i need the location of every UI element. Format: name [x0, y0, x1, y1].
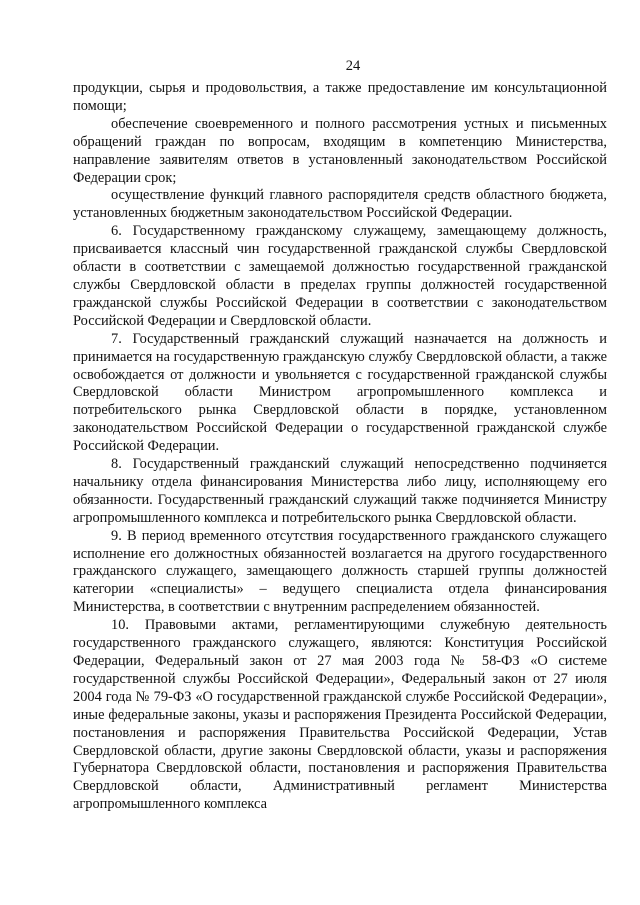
paragraph-budget: осуществление функций главного распорядителя средств областного бюджета, установленных бюджетным законодательством Российской Федерации.: [73, 187, 607, 222]
document-body: [73, 80, 607, 814]
paragraph-appeals: обеспечение своевременного и полного рассмотрения устных и письменных обращений граждан по вопросам, входящим в компетенцию Министерства, направление заявителям ответов в установленный законодательством Российской Федерации срок;: [73, 115, 607, 186]
paragraph-8-subordination: 8. Государственный гражданский служащий непосредственно подчиняется начальнику отдела финансирования Министерства либо лицу, исполняющему его обязанности. Государственный гражданский служащий также подчиняется Министру агропромышленного комплекса и потребительского рынка Свердловской области.: [73, 456, 607, 526]
paragraph-7-appointment: 7. Государственный гражданский служащий назначается на должность и принимается на государственную гражданскую службу Свердловской области, а также освобождается от должности и увольняется с государственной гражданской службы Свердловской области Министром агропромышленного комплекса и потребительского рынка Свердловской области в порядке, установленном законодательством Российской Федерации о государственной гражданской службе Российской Федерации.: [73, 330, 607, 455]
page-number: 24: [345, 58, 361, 74]
paragraph-10-legal-acts: 10. Правовыми актами, регламентирующими служебную деятельность государственного гражданского служащего, являются: Конституция Российской Федерации, Федеральный закон от 27 мая 2003 года № 58-ФЗ «О системе государственной службы Российской Федерации», Федеральный закон от 27 июля 2004 года № 79-ФЗ «О государственной гражданской службе Российской Федерации», иные федеральные законы, указы и распоряжения Президента Российской Федерации, постановления и распоряжения Правительства Российской Федерации, Устав Свердловской области, другие законы Свердловской области, указы и распоряжения Губернатора Свердловской области, постановления и распоряжения Правительства Свердловской области, Административный регламент Министерства агропромышленного комплекса: [73, 617, 607, 813]
paragraph-continuation: продукции, сырья и продовольствия, а также предоставление им консультационной помощи;: [73, 80, 607, 114]
paragraph-9-temporary-absence: 9. В период временного отсутствия государственного гражданского служащего исполнение его должностных обязанностей возлагается на другого государственного гражданского служащего, замещающего должность старшей группы должностей категории «специалисты» – ведущего специалиста отдела финансирования Министерства, в соответствии с внутренним распределением обязанностей.: [73, 527, 607, 616]
paragraph-6-class-rank: 6. Государственному гражданскому служащему, замещающему должность, присваивается классный чин государственной гражданской службы Свердловской области в соответствии с замещаемой должностью государственной гражданской службы Свердловской области в пределах группы должностей государственной гражданской службы Российской Федерации в соответствии с законодательством Российской Федерации и Свердловской области.: [73, 223, 607, 329]
